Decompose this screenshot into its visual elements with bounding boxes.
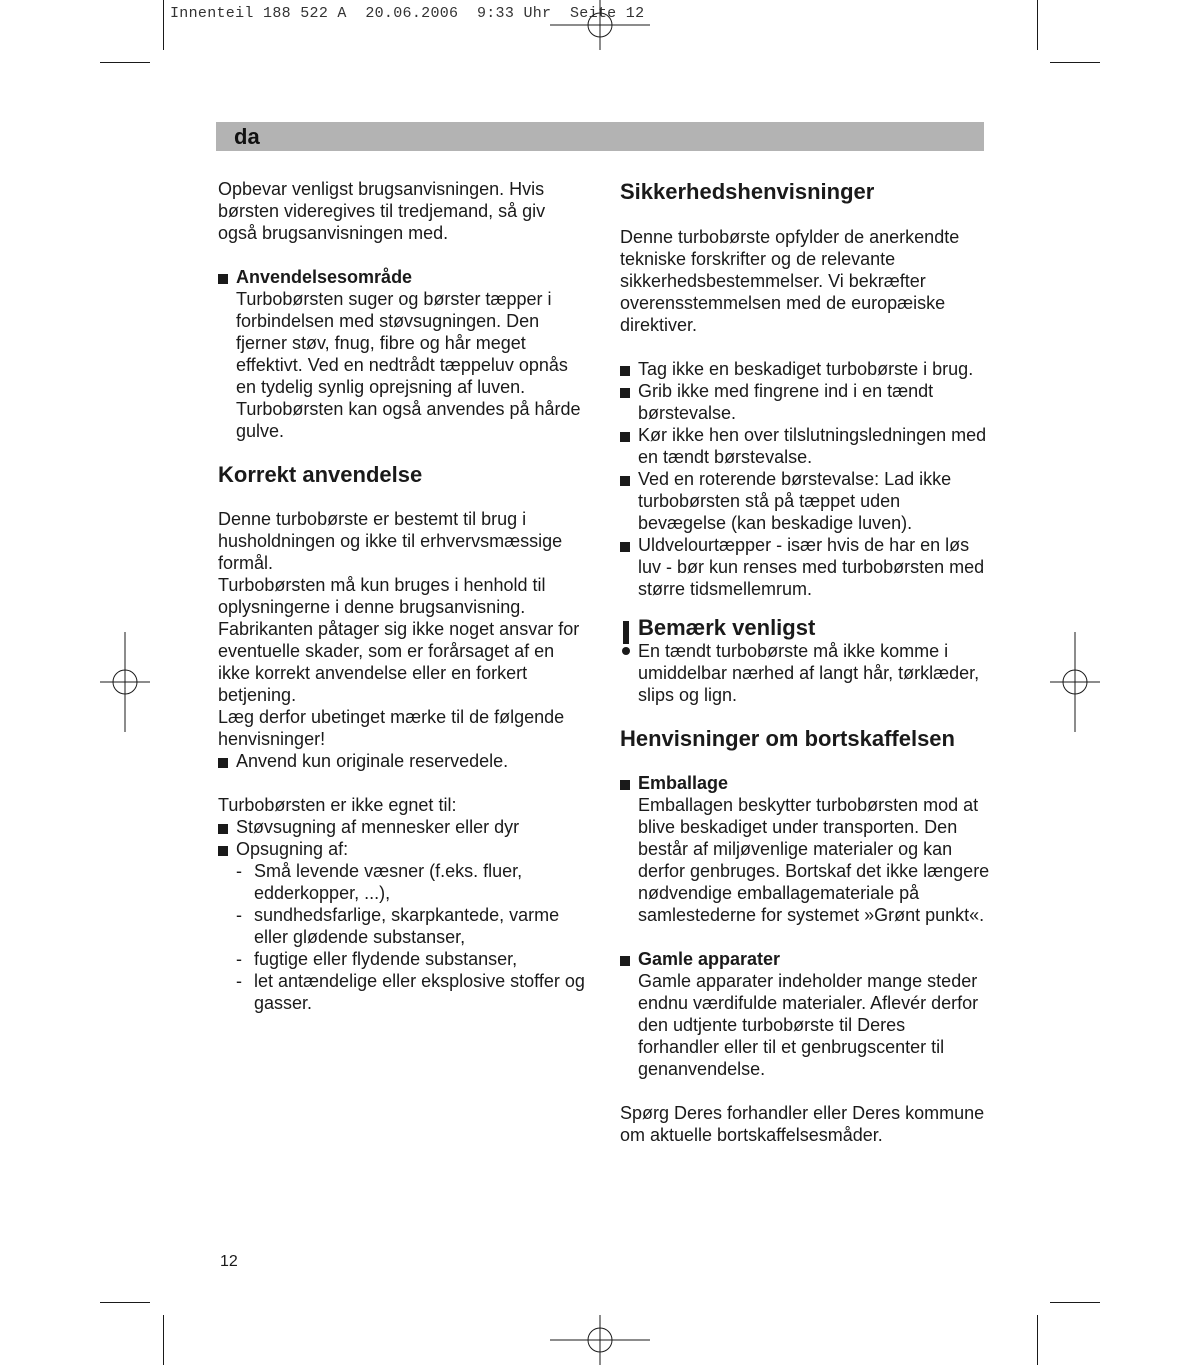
safety-item: Uldvelourtæpper - især hvis de har en løs luv - bør kun renses med turbobørsten med større tidsmellemrum.	[620, 534, 990, 600]
crop-mark	[163, 1315, 164, 1365]
left-column	[218, 178, 588, 1014]
sub-list-text: fugtige eller flydende substanser,	[254, 949, 518, 969]
correct-use-paragraph: Denne turbobørste er bestemt til brug i husholdningen og ikke til erhvervsmæssige formål.	[218, 509, 563, 573]
old-appliances-section	[620, 948, 990, 1080]
usage-section	[218, 266, 588, 442]
language-bar	[216, 122, 984, 151]
sub-list-item	[218, 970, 588, 1014]
sub-list-item	[218, 904, 588, 948]
packaging-text: Emballagen beskytter turbobørsten mod at blive beskadiget under transporten. Den består af miljøvenlige materialer og kan derfor genbruges. Bortskaf det ikke længere nødvendige emballagemateriale på samlestederne for systemet »Grønt punkt«.	[638, 795, 990, 925]
disposal-heading: Henvisninger om bortskaffelsen	[620, 726, 955, 751]
note-text: En tændt turbobørste må ikke komme i umiddelbar nærhed af langt hår, tørklæder, slips og lign.	[638, 641, 980, 705]
crop-mark	[100, 1302, 150, 1303]
crop-mark	[163, 0, 164, 50]
correct-use-paragraph: Turbobørsten må kun bruges i henhold til oplysningerne i denne brugsanvisning. Fabrikanten påtager sig ikke noget ansvar for eventuelle skader, som er forårsaget af en ikke korrekt anvendelse eller en forkert betjening.	[218, 575, 580, 705]
registration-mark-icon	[550, 1315, 650, 1365]
packaging-section	[620, 772, 990, 926]
safety-item: Ved en roterende børstevalse: Lad ikke turbobørsten stå på tæppet uden bevægelse (kan beskadige luven).	[620, 468, 990, 534]
right-column	[620, 178, 990, 1146]
not-suited-intro: Turbobørsten er ikke egnet til:	[218, 795, 457, 815]
sub-list-text: let antændelige eller eksplosive stoffer og gasser.	[254, 971, 585, 1013]
safety-item: Tag ikke en beskadiget turbobørste i brug.	[620, 358, 990, 380]
print-slug: Innenteil 188 522 A 20.06.2006 9:33 Uhr Seite 12	[170, 5, 645, 22]
language-code: da	[234, 124, 260, 149]
safety-intro: Denne turbobørste opfylder de anerkendte tekniske forskrifter og de relevante sikkerhedsbestemmelser. Vi bekræfter overensstemmelsen med de europæiske direktiver.	[620, 227, 960, 335]
intro-text: Opbevar venligst brugsanvisningen. Hvis børsten videregives til tredjemand, så giv også brugsanvisningen med.	[218, 179, 546, 243]
crop-mark	[1050, 1302, 1100, 1303]
safety-item: Grib ikke med fingrene ind i en tændt børstevalse.	[620, 380, 990, 424]
note-block	[620, 616, 990, 706]
safety-heading: Sikkerhedshenvisninger	[620, 179, 875, 204]
usage-text: Turbobørsten suger og børster tæpper i forbindelsen med støvsugningen. Den fjerner støv, fnug, fibre og hår meget effektivt. Ved en nedtrådt tæppeluv opnås en tydelig synlig oprejsning af luven. Turbobørsten kan også anvendes på hårde gulve.	[236, 289, 581, 441]
sub-list-item	[218, 860, 588, 904]
dash: -	[236, 971, 242, 991]
page-number: 12	[220, 1253, 238, 1270]
crop-mark	[1037, 0, 1038, 50]
crop-mark	[1050, 62, 1100, 63]
usage-title: Anvendelsesområde	[236, 267, 413, 287]
packaging-title: Emballage	[638, 773, 729, 793]
list-item: Opsugning af:	[218, 838, 588, 860]
old-appliances-title: Gamle apparater	[638, 949, 781, 969]
safety-item: Kør ikke hen over tilslutningsledningen med en tændt børstevalse.	[620, 424, 990, 468]
crop-mark	[100, 62, 150, 63]
list-item: Støvsugning af mennesker eller dyr	[218, 816, 588, 838]
dash: -	[236, 905, 242, 925]
dash: -	[236, 861, 242, 881]
sub-list-item	[218, 948, 588, 970]
exclamation-icon	[620, 620, 632, 656]
old-appliances-text: Gamle apparater indeholder mange steder endnu værdifulde materialer. Aflevér derfor den udtjente turbobørste til Deres forhandler eller til et genbrugscenter til genanvendelse.	[638, 971, 979, 1079]
list-item: Anvend kun originale reservedele.	[218, 750, 588, 772]
sub-list-text: Små levende væsner (f.eks. fluer, edderkopper, ...),	[254, 861, 523, 903]
closing-text: Spørg Deres forhandler eller Deres kommune om aktuelle bortskaffelsesmåder.	[620, 1103, 985, 1145]
correct-use-heading: Korrekt anvendelse	[218, 462, 423, 487]
sub-list-text: sundhedsfarlige, skarpkantede, varme eller glødende substanser,	[254, 905, 560, 947]
registration-mark-icon	[1050, 632, 1100, 732]
note-heading: Bemærk venligst	[638, 615, 816, 640]
crop-mark	[1037, 1315, 1038, 1365]
registration-mark-icon	[100, 632, 150, 732]
correct-use-paragraph: Læg derfor ubetinget mærke til de følgende henvisninger!	[218, 707, 565, 749]
dash: -	[236, 949, 242, 969]
